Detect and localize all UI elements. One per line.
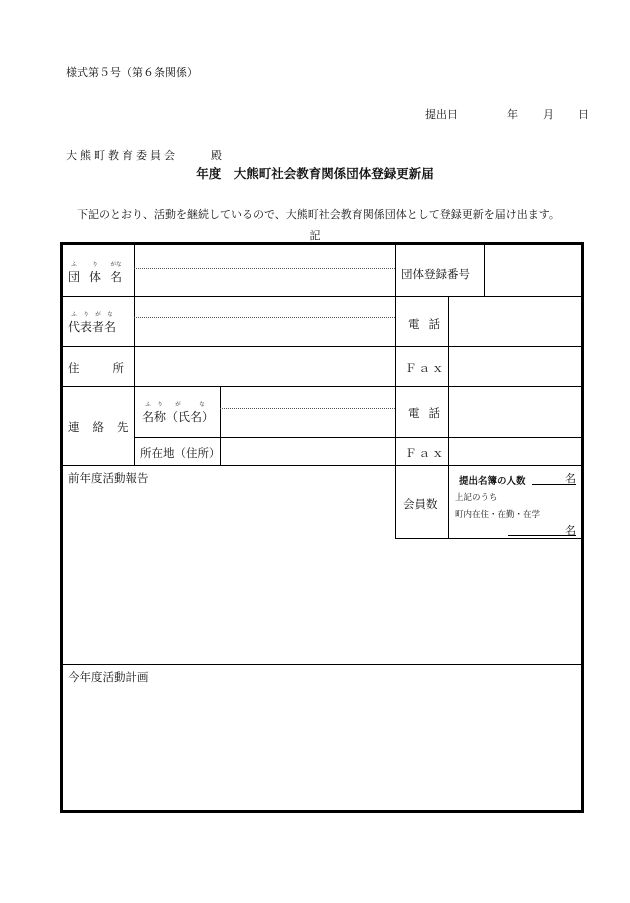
this-year-plan-label: 今年度活動計画 [68, 670, 149, 684]
contact-name-label: ふ 名 り 称 が （氏 な 名） [142, 402, 215, 424]
body-text: 下記のとおり、活動を継続しているので、大熊町社会教育関係団体として登録更新を届け出ます。 [77, 208, 560, 221]
month-label: 月 [543, 108, 554, 121]
day-label: 日 [578, 108, 589, 121]
form-table-inner-border [62, 244, 582, 811]
ki-label: 記 [309, 229, 321, 242]
form-number: 様式第５号（第６条関係） [66, 66, 198, 79]
contact-phone-label: 電話 [408, 406, 449, 420]
member-local-unit: 名 [565, 524, 576, 537]
member-of-which-label: 上記のうち [455, 493, 498, 503]
submit-date-label: 提出日 [425, 108, 458, 121]
page-title: 年度 大熊町社会教育関係団体登録更新届 [196, 166, 434, 181]
contact-fax-label: Ｆａｘ [405, 446, 446, 460]
honorific: 殿 [211, 149, 222, 162]
address-label: 住所 [68, 361, 157, 375]
contact-label: 連絡先 [68, 420, 142, 434]
fax-label: Ｆａｘ [405, 361, 446, 375]
registration-number-label: 団体登録番号 [401, 267, 470, 281]
contact-location-label: 所在地（住所） [140, 446, 221, 460]
representative-name-label: ふ 代 り 表 が 者 な 名 [68, 312, 117, 334]
group-name-label: ふ 団 り 体 がな 名 [68, 262, 123, 284]
member-total-unit: 名 [565, 472, 576, 485]
phone-label: 電話 [408, 317, 449, 331]
member-total-label: 提出名簿の人数 [459, 476, 526, 487]
members-label: 会員数 [403, 497, 438, 511]
previous-year-report-label: 前年度活動報告 [68, 471, 149, 485]
recipient: 大熊町教育委員会 [66, 149, 178, 162]
year-label: 年 [507, 108, 518, 121]
member-local-label: 町内在住・在勤・在学 [455, 510, 541, 520]
